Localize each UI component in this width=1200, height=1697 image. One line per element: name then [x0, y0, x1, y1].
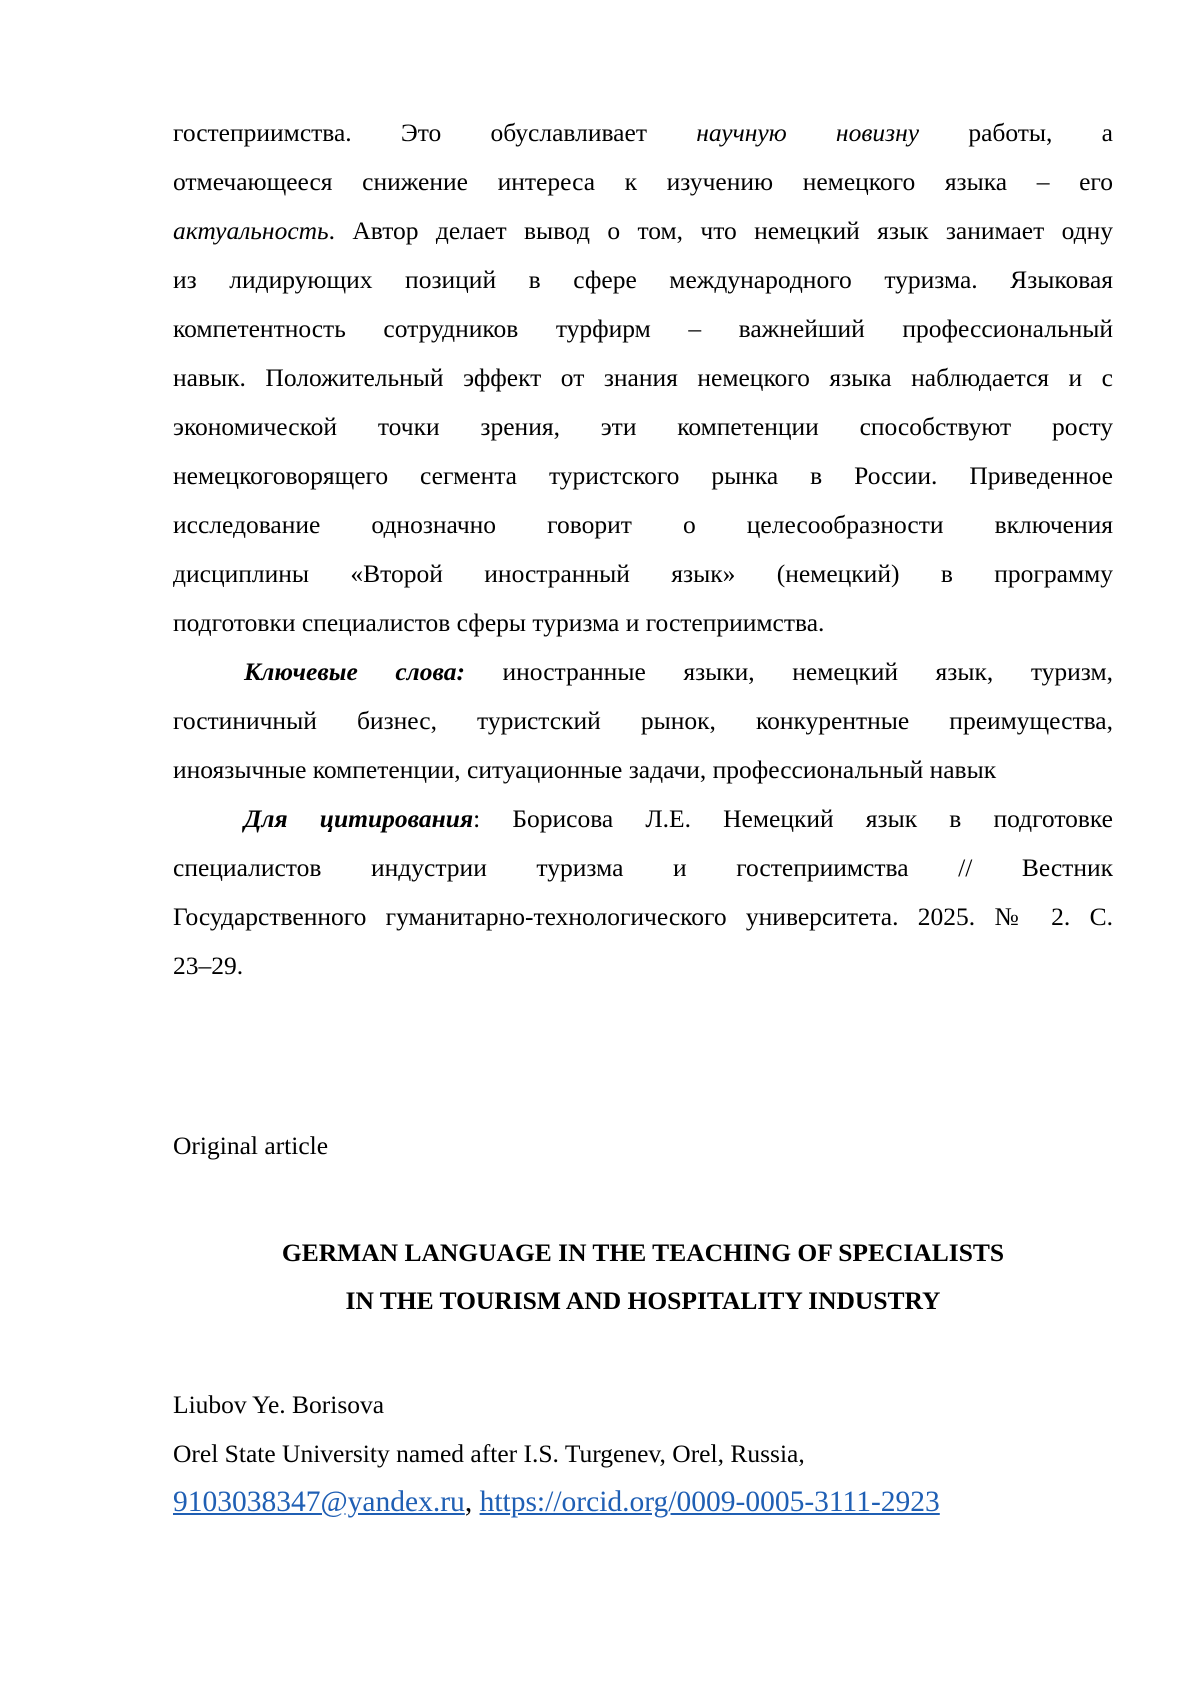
author-orcid-link[interactable]: https://orcid.org/0009-0005-3111-2923: [479, 1486, 940, 1518]
text-segment: экономической точки зрения, эти компетенции способствуют росту: [173, 412, 1113, 441]
abstract-line: [173, 549, 1113, 598]
keywords-line-1: Ключевые слова: иностранные языки, немецкий язык, туризм,: [244, 657, 1113, 686]
citation-line-4: 23–29.: [173, 951, 244, 980]
abstract-line: [173, 255, 1113, 304]
text-segment: гостеприимства. Это обуславливает: [173, 118, 697, 147]
text-segment: навык. Положительный эффект от знания немецкого языка наблюдается и с: [173, 363, 1113, 392]
abstract-line: [173, 402, 1113, 451]
text-segment: отмечающееся снижение интереса к изучению немецкого языка – его: [173, 167, 1113, 196]
citation-line-1: Для цитирования: Борисова Л.Е. Немецкий язык в подготовке: [244, 804, 1114, 833]
abstract-line: [173, 598, 1113, 647]
text-segment: подготовки специалистов сферы туризма и гостеприимства.: [173, 608, 825, 637]
text-segment: исследование однозначно говорит о целесообразности включения: [173, 510, 1113, 539]
title-line-1: GERMAN LANGUAGE IN THE TEACHING OF SPECIALISTS: [281, 1238, 1005, 1267]
author-affiliation: Orel State University named after I.S. Turgenev, Orel, Russia,: [173, 1439, 805, 1468]
text-segment: работы, а: [919, 118, 1113, 147]
abstract-line: [173, 157, 1113, 206]
author-name: Liubov Ye. Borisova: [173, 1390, 385, 1419]
text-segment: дисциплины «Второй иностранный язык» (немецкий) в программу: [173, 559, 1113, 588]
title-line-2: IN THE TOURISM AND HOSPITALITY INDUSTRY: [345, 1286, 941, 1315]
author-contacts: 9103038347@yandex.ru, https://orcid.org/0009-0005-3111-2923: [173, 1486, 940, 1518]
abstract-paragraph: [173, 108, 1113, 647]
article-type: Original article: [173, 1131, 329, 1160]
abstract-line: [173, 353, 1113, 402]
text-segment: . Автор делает вывод о том, что немецкий язык занимает одну: [328, 216, 1113, 245]
article-title-en: [173, 1229, 1113, 1325]
author-block: [173, 1380, 1113, 1527]
text-segment: немецкоговорящего сегмента туристского рынка в России. Приведенное: [173, 461, 1113, 490]
keywords-line-3: иноязычные компетенции, ситуационные задачи, профессиональный навык: [173, 755, 997, 784]
abstract-line: [173, 500, 1113, 549]
citation-line-2: специалистов индустрии туризма и гостеприимства // Вестник: [173, 853, 1113, 882]
text-segment: из лидирующих позиций в сфере международного туризма. Языковая: [173, 265, 1113, 294]
author-email-link[interactable]: 9103038347@yandex.ru: [173, 1486, 465, 1518]
abstract-line: [173, 451, 1113, 500]
keywords-line-2: гостиничный бизнес, туристский рынок, конкурентные преимущества,: [173, 706, 1113, 735]
citation-label: Для цитирования: [244, 804, 474, 833]
emphasized-term: актуальность: [173, 216, 329, 245]
abstract-line: [173, 206, 1113, 255]
abstract-line: [173, 304, 1113, 353]
citation-line-3: Государственного гуманитарно-технологического университета. 2025. № 2. С.: [173, 902, 1113, 931]
citation-paragraph: [173, 794, 1113, 990]
abstract-line: [173, 108, 1113, 157]
keywords-label: Ключевые слова:: [244, 657, 465, 686]
text-segment: компетентность сотрудников турфирм – важнейший профессиональный: [173, 314, 1113, 343]
keywords-paragraph: [173, 647, 1113, 794]
emphasized-term: научную новизну: [696, 118, 920, 147]
